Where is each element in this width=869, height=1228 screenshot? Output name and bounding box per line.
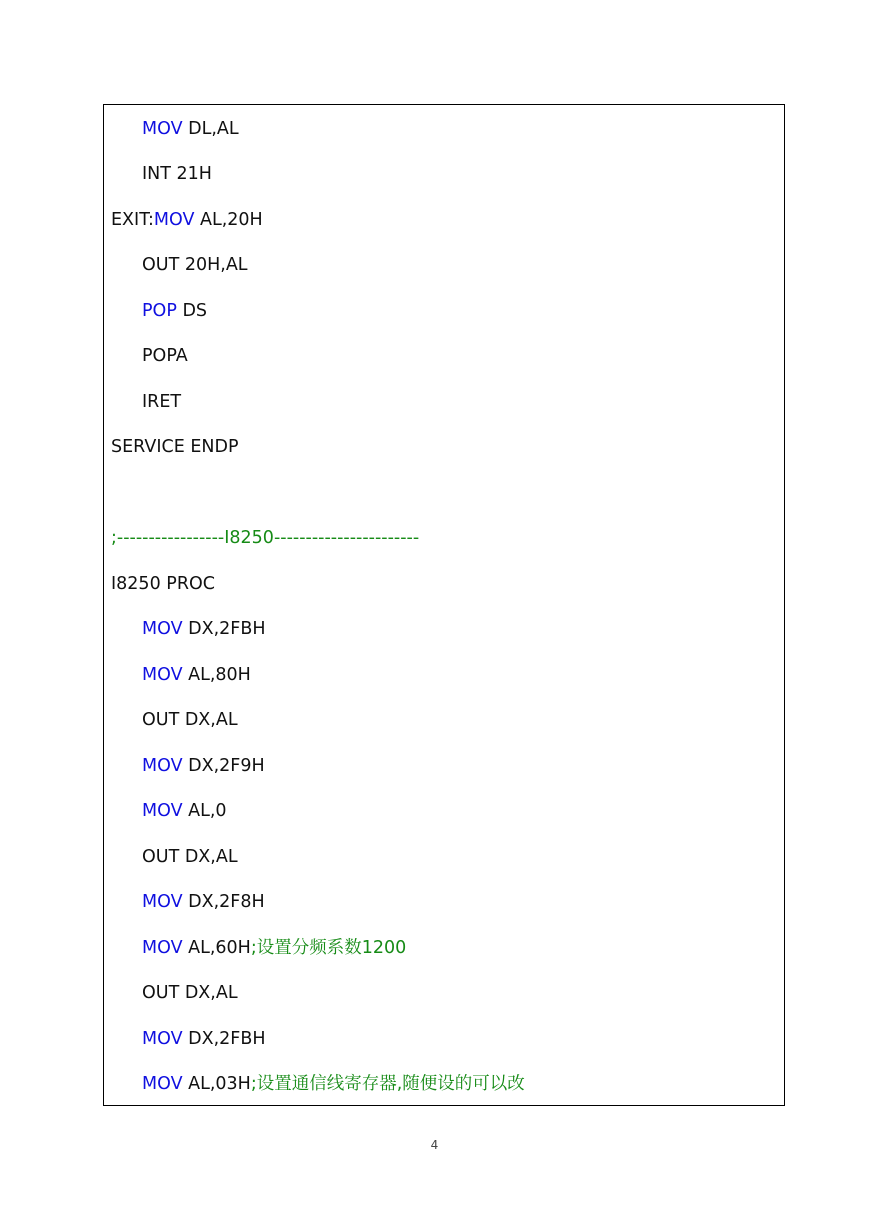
code-line: [111, 527, 419, 549]
code-operand: DS: [176, 301, 208, 321]
code-operand: DX,2FBH: [182, 1029, 266, 1049]
code-text: POPA: [142, 346, 188, 366]
code-keyword: MOV: [142, 1074, 183, 1094]
code-line: [142, 891, 265, 913]
code-text: OUT DX,AL: [142, 847, 238, 867]
code-text: OUT 20H,AL: [142, 255, 248, 275]
code-line: [142, 1028, 266, 1050]
code-text: INT 21H: [142, 164, 212, 184]
code-keyword: MOV: [142, 756, 183, 776]
code-keyword: MOV: [142, 1029, 183, 1049]
code-line: [142, 1073, 525, 1095]
code-keyword: MOV: [142, 938, 183, 958]
code-keyword: MOV: [142, 801, 183, 821]
code-line: [142, 755, 265, 777]
code-operand: DX,2F8H: [182, 892, 265, 912]
code-keyword: MOV: [142, 892, 183, 912]
code-line: [142, 254, 248, 276]
code-operand: DL,AL: [182, 119, 239, 139]
code-operand: AL,80H: [182, 665, 251, 685]
code-line: [142, 345, 188, 367]
code-line: [111, 573, 215, 595]
code-line: [142, 937, 406, 959]
code-comment: ;-----------------I8250-----------------------: [111, 528, 420, 548]
code-frame: [103, 104, 785, 1106]
code-keyword: MOV: [142, 119, 183, 139]
code-text: I8250 PROC: [111, 574, 215, 594]
code-line: [111, 436, 239, 458]
code-line: [142, 982, 238, 1004]
code-label: EXIT:: [111, 210, 154, 230]
code-line: [142, 300, 207, 322]
code-line: [111, 209, 263, 231]
code-comment: ;设置通信线寄存器,随便设的可以改: [250, 1074, 525, 1094]
code-operand: DX,2FBH: [182, 619, 266, 639]
code-line: [142, 800, 227, 822]
code-keyword: MOV: [153, 210, 195, 230]
code-line: [142, 846, 238, 868]
code-keyword: MOV: [142, 619, 183, 639]
code-line: [142, 618, 266, 640]
code-line: [142, 163, 212, 185]
code-text: SERVICE ENDP: [111, 437, 239, 457]
code-line: [142, 664, 251, 686]
code-line: [142, 118, 239, 140]
code-comment: ;设置分频系数1200: [250, 938, 407, 958]
code-line: [142, 391, 181, 413]
code-line: [142, 709, 238, 731]
code-operand: AL,60H: [182, 938, 251, 958]
code-text: OUT DX,AL: [142, 983, 238, 1003]
code-operand: DX,2F9H: [182, 756, 265, 776]
code-operand: AL,20H: [194, 210, 263, 230]
code-text: IRET: [142, 392, 182, 412]
code-keyword: MOV: [142, 665, 183, 685]
code-text: OUT DX,AL: [142, 710, 238, 730]
code-keyword: POP: [142, 301, 177, 321]
code-operand: AL,0: [182, 801, 227, 821]
code-operand: AL,03H: [182, 1074, 251, 1094]
page-number: 4: [430, 1138, 439, 1152]
